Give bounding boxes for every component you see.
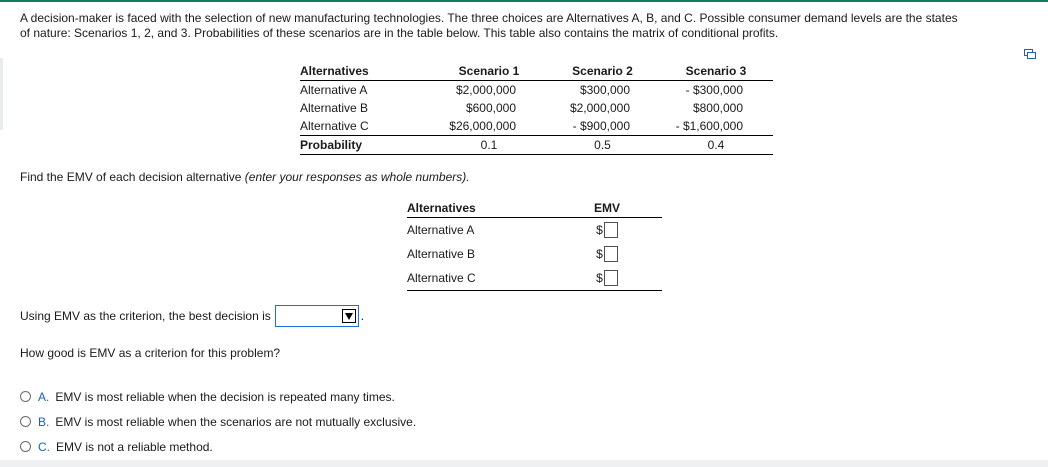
- option-text: EMV is most reliable when the decision is repeated many times.: [55, 389, 395, 404]
- cell-scenario-1: $26,000,000: [449, 119, 516, 133]
- row-label: Alternative A: [300, 83, 368, 97]
- emv-table-header: [407, 200, 662, 218]
- table-row: [407, 218, 662, 243]
- option-letter: A.: [38, 389, 50, 404]
- table-row: [300, 99, 773, 117]
- cell-scenario-2: $300,000: [579, 83, 630, 97]
- emv-row-label: Alternative B: [407, 247, 476, 261]
- table-row: [407, 266, 662, 291]
- row-label: Alternative C: [300, 119, 369, 133]
- question-text: How good is EMV as a criterion for this problem?: [20, 346, 281, 360]
- instruction-text: Find the EMV of each decision alternative: [20, 170, 245, 184]
- currency-symbol: $: [596, 223, 603, 237]
- emv-input-alternative-c[interactable]: [604, 270, 618, 286]
- emv-table: [407, 200, 662, 291]
- emv-header-emv: EMV: [552, 200, 662, 218]
- radio-button[interactable]: [20, 391, 31, 402]
- emv-input-alternative-a[interactable]: [604, 222, 618, 238]
- instruction-hint: (enter your responses as whole numbers).: [244, 170, 470, 184]
- probability-scenario-3: 0.4: [659, 136, 773, 155]
- emv-header-alternatives: Alternatives: [407, 200, 552, 218]
- best-decision-suffix: .: [360, 309, 365, 323]
- emv-cell: [596, 222, 618, 238]
- profit-table: [300, 62, 773, 155]
- probability-scenario-1: 0.1: [432, 136, 546, 155]
- option-letter: C.: [38, 439, 50, 454]
- left-margin-bar: [0, 58, 3, 130]
- cell-scenario-3: - $300,000: [685, 83, 743, 97]
- table-row: [300, 81, 773, 100]
- cell-scenario-3: $800,000: [692, 101, 743, 115]
- table-row: [407, 242, 662, 266]
- profit-table-header: [300, 62, 773, 81]
- radio-button[interactable]: [20, 416, 31, 427]
- header-alternatives: Alternatives: [300, 62, 432, 81]
- emv-row-label: Alternative C: [407, 266, 552, 291]
- emv-cell: [596, 270, 618, 286]
- row-label: Alternative B: [300, 101, 369, 115]
- header-scenario-3: Scenario 3: [659, 62, 773, 81]
- dropdown-arrow-icon[interactable]: [342, 309, 356, 323]
- option-text: EMV is most reliable when the scenarios are not mutually exclusive.: [55, 414, 417, 429]
- emv-input-alternative-b[interactable]: [604, 246, 618, 262]
- instruction: [20, 170, 470, 184]
- option-a[interactable]: [20, 384, 416, 409]
- best-decision-sentence: [20, 305, 364, 327]
- option-b[interactable]: [20, 409, 416, 434]
- cell-scenario-2: - $900,000: [572, 119, 630, 133]
- best-decision-dropdown[interactable]: [275, 305, 359, 327]
- problem-statement: [20, 11, 1040, 41]
- probability-label: Probability: [300, 136, 432, 155]
- problem-line-2: of nature: Scenarios 1, 2, and 3. Probabilities of these scenarios are in the table below. This table also contains the matrix of conditional profits.: [20, 26, 779, 40]
- probability-row: [300, 136, 773, 155]
- header-scenario-2: Scenario 2: [546, 62, 659, 81]
- radio-button[interactable]: [20, 441, 31, 452]
- answer-options: [20, 384, 416, 459]
- cell-scenario-3: - $1,600,000: [675, 119, 743, 133]
- header-scenario-1: Scenario 1: [432, 62, 546, 81]
- top-rule: [0, 0, 1048, 2]
- cell-scenario-1: $600,000: [465, 101, 516, 115]
- currency-symbol: $: [596, 247, 603, 261]
- option-text: EMV is not a reliable method.: [56, 439, 213, 454]
- option-letter: B.: [38, 414, 50, 429]
- bottom-bar: [0, 460, 1048, 467]
- probability-scenario-2: 0.5: [546, 136, 659, 155]
- problem-line-1: A decision-maker is faced with the selection of new manufacturing technologies. The three choices are Alternatives A, B, and C. Possible consumer demand levels are the states: [20, 11, 958, 25]
- copy-table-icon[interactable]: [1024, 48, 1036, 60]
- option-c[interactable]: [20, 434, 416, 459]
- cell-scenario-2: $2,000,000: [569, 101, 630, 115]
- currency-symbol: $: [596, 271, 603, 285]
- table-row: [300, 117, 773, 136]
- best-decision-prefix: Using EMV as the criterion, the best decision is: [20, 309, 271, 323]
- cell-scenario-1: $2,000,000: [455, 83, 516, 97]
- emv-cell: [596, 246, 618, 262]
- emv-row-label: Alternative A: [407, 223, 475, 237]
